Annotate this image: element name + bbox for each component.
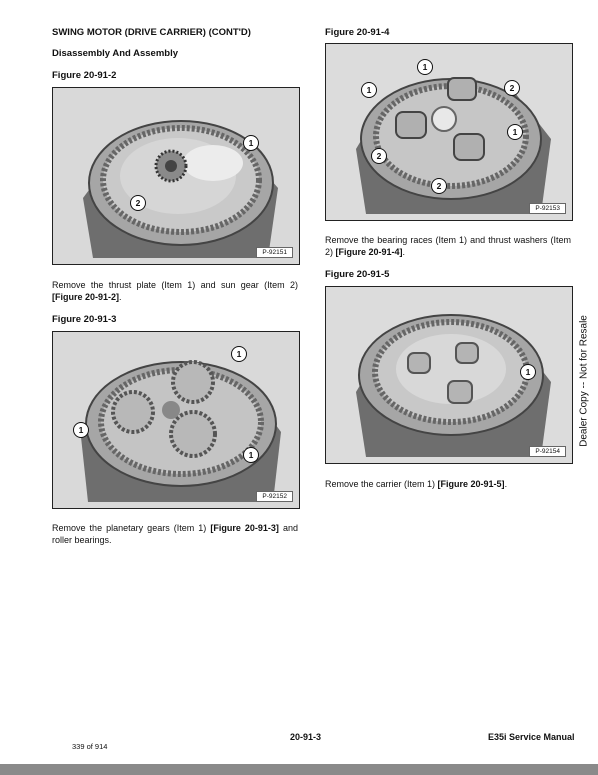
callout-2: 2	[431, 178, 447, 194]
figure-photo	[52, 87, 300, 265]
photo-id: P-92153	[529, 203, 566, 214]
callout-1: 1	[507, 124, 523, 140]
callout-1: 1	[73, 422, 89, 438]
callout-1: 1	[417, 59, 433, 75]
figure-photo	[52, 331, 300, 509]
callout-1: 1	[520, 364, 536, 380]
photo-id: P-92152	[256, 491, 293, 502]
instruction-text: Remove the bearing races (Item 1) and thrust washers (Item 2) [Figure 20-91-4].	[325, 235, 571, 257]
figure-label: Figure 20-91-5	[325, 269, 390, 280]
callout-1: 1	[243, 135, 259, 151]
photo-id: P-92154	[529, 446, 566, 457]
figure-label: Figure 20-91-2	[52, 70, 117, 81]
callout-2: 2	[371, 148, 387, 164]
page-number: 20-91-3	[290, 732, 322, 742]
figure-label: Figure 20-91-3	[52, 314, 117, 325]
figure-photo	[325, 286, 573, 464]
manual-title: E35i Service Manual	[488, 732, 575, 742]
callout-2: 2	[504, 80, 520, 96]
figure-photo	[325, 43, 573, 221]
instruction-text: Remove the thrust plate (Item 1) and sun gear (Item 2) [Figure 20-91-2].	[52, 280, 298, 302]
dealer-copy-watermark: Dealer Copy -- Not for Resale	[578, 314, 590, 447]
figure-label: Figure 20-91-4	[325, 27, 390, 38]
footer-bar	[0, 764, 598, 775]
photo-id: P-92151	[256, 247, 293, 258]
callout-1: 1	[243, 447, 259, 463]
section-title: SWING MOTOR (DRIVE CARRIER) (CONT'D)	[52, 27, 251, 38]
callout-2: 2	[130, 195, 146, 211]
instruction-text: Remove the carrier (Item 1) [Figure 20-91-5].	[325, 479, 508, 489]
callout-1: 1	[231, 346, 247, 362]
section-subtitle: Disassembly And Assembly	[52, 48, 179, 59]
page-count: 339 of 914	[72, 742, 108, 751]
callout-1: 1	[361, 82, 377, 98]
instruction-text: Remove the planetary gears (Item 1) [Figure 20-91-3] and roller bearings.	[52, 523, 298, 545]
